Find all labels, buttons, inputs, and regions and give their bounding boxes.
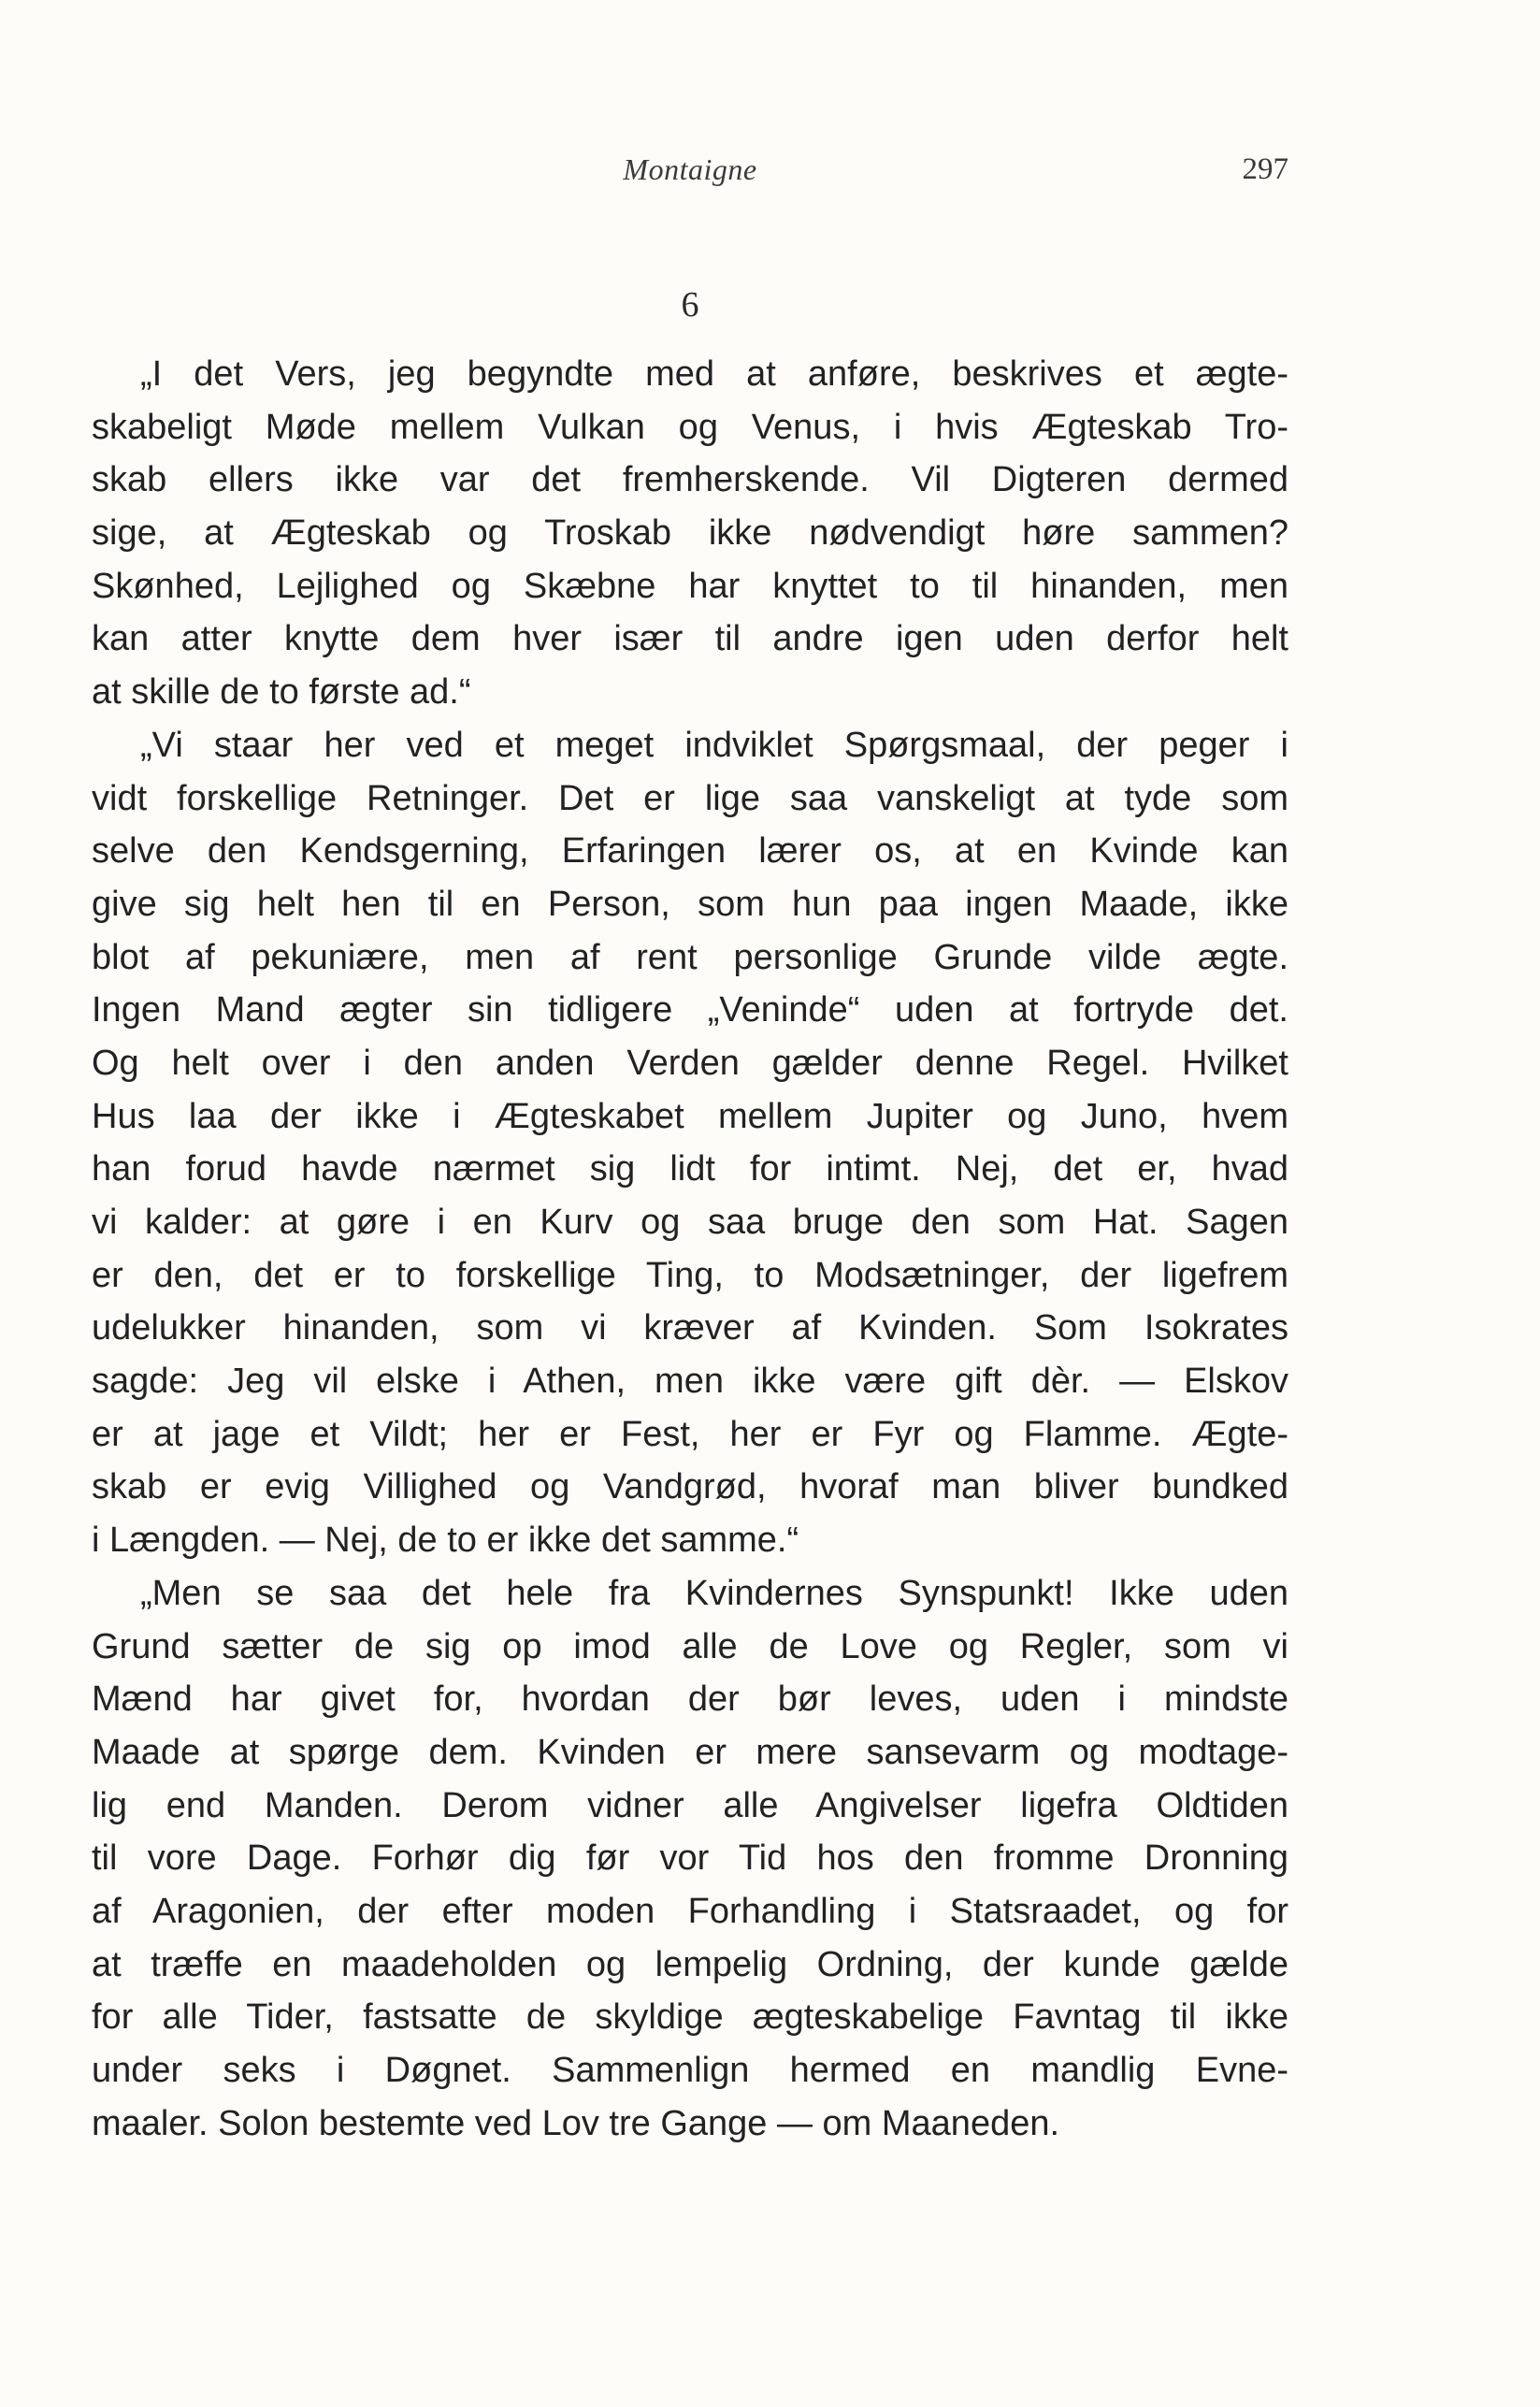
running-head xyxy=(92,152,1288,199)
text-line: til vore Dage. Forhør dig før vor Tid hos den fromme Dronning xyxy=(92,1838,1288,1879)
running-title: Montaigne xyxy=(623,152,757,186)
text-line: sagde: Jeg vil elske i Athen, men ikke være gift dèr. — Elskov xyxy=(92,1362,1288,1402)
text-line: Skønhed, Lejlighed og Skæbne har knyttet to til hinanden, men xyxy=(92,566,1288,606)
text-line: kan atter knytte dem hver især til andre igen uden derfor helt xyxy=(92,619,1288,659)
text-line: skab ellers ikke var det fremherskende. Vil Digteren dermed xyxy=(92,460,1288,500)
text-line: at skille de to første ad.“ xyxy=(92,672,471,713)
text-line: udelukker hinanden, som vi kræver af Kvinden. Som Isokrates xyxy=(92,1308,1288,1348)
text-line: han forud havde nærmet sig lidt for intimt. Nej, det er, hvad xyxy=(92,1149,1288,1189)
text-line: „Men se saa det hele fra Kvindernes Synspunkt! Ikke uden xyxy=(140,1573,1288,1613)
text-line: maaler. Solon bestemte ved Lov tre Gange — om Maaneden. xyxy=(92,2103,1060,2143)
text-line: Maade at spørge dem. Kvinden er mere sansevarm og modtage- xyxy=(92,1732,1288,1772)
text-line: for alle Tider, fastsatte de skyldige ægteskabelige Favntag til ikke xyxy=(92,1997,1288,2038)
text-line: sige, at Ægteskab og Troskab ikke nødvendigt høre sammen? xyxy=(92,513,1288,554)
text-line: „Vi staar her ved et meget indviklet Spørgsmaal, der peger i xyxy=(140,725,1288,765)
text-line: blot af pekuniære, men af rent personlige Grunde vilde ægte. xyxy=(92,937,1288,977)
text-line: Hus laa der ikke i Ægteskabet mellem Jupiter og Juno, hvem xyxy=(92,1096,1288,1136)
text-line: at træffe en maadeholden og lempelig Ordning, der kunde gælde xyxy=(92,1944,1288,1984)
text-line: Mænd har givet for, hvordan der bør leves, uden i mindste xyxy=(92,1679,1288,1720)
text-line: under seks i Døgnet. Sammenlign hermed en mandlig Evne- xyxy=(92,2051,1288,2090)
text-line: give sig helt hen til en Person, som hun paa ingen Maade, ikke xyxy=(92,884,1288,924)
text-line: er at jage et Vildt; her er Fest, her er Fyr og Flamme. Ægte- xyxy=(92,1414,1288,1454)
text-line: af Aragonien, der efter moden Forhandling i Statsraadet, og for xyxy=(92,1891,1288,1931)
text-line: „I det Vers, jeg begyndte med at anføre, beskrives et ægte- xyxy=(140,354,1288,394)
paragraph xyxy=(92,719,1288,1567)
page-number: 297 xyxy=(1242,152,1288,186)
text-line: Ingen Mand ægter sin tidligere „Veninde“ uden at fortryde det. xyxy=(92,990,1288,1031)
paragraph xyxy=(92,348,1288,719)
text-line: i Længden. — Nej, de to er ikke det samme.“ xyxy=(92,1521,799,1561)
text-line: vi kalder: at gøre i en Kurv og saa bruge den som Hat. Sagen xyxy=(92,1203,1288,1242)
section-number: 6 xyxy=(681,285,699,324)
paragraph xyxy=(92,1567,1288,2151)
body-text xyxy=(92,348,1288,2150)
text-line: lig end Manden. Derom vidner alle Angivelser ligefra Oldtiden xyxy=(92,1785,1288,1825)
text-line: vidt forskellige Retninger. Det er lige saa vanskeligt at tyde som xyxy=(92,778,1288,818)
text-line: selve den Kendsgerning, Erfaringen lærer os, at en Kvinde kan xyxy=(92,831,1288,872)
text-line: er den, det er to forskellige Ting, to Modsætninger, der ligefrem xyxy=(92,1255,1288,1295)
text-line: skabeligt Møde mellem Vulkan og Venus, i hvis Ægteskab Tro- xyxy=(92,407,1288,447)
text-line: Og helt over i den anden Verden gælder denne Regel. Hvilket xyxy=(92,1043,1288,1083)
text-line: skab er evig Villighed og Vandgrød, hvoraf man bliver bundked xyxy=(92,1467,1288,1507)
text-line: Grund sætter de sig op imod alle de Love og Regler, som vi xyxy=(92,1626,1288,1666)
